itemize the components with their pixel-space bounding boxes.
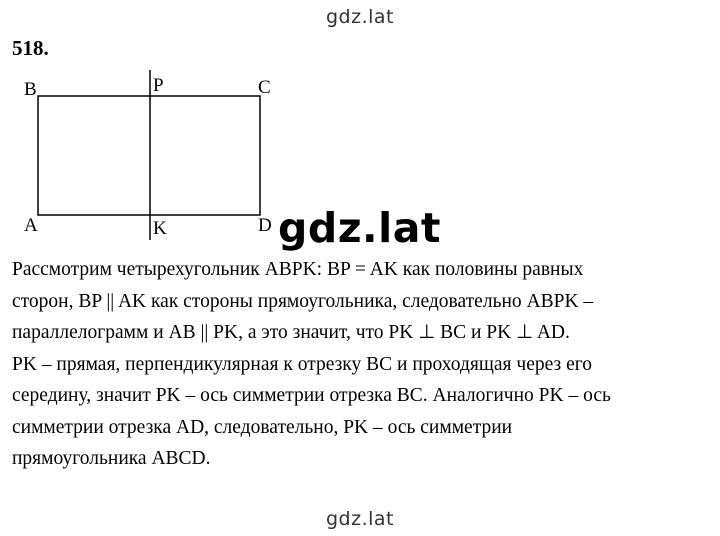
vertex-label-p: P: [153, 75, 164, 96]
solution-text: [12, 254, 712, 475]
vertex-label-a: A: [24, 215, 38, 236]
vertex-label-c: C: [258, 77, 271, 98]
solution-line: параллелограмм и AB || PK, а это значит, что PK ⊥ BC и PK ⊥ AD.: [12, 322, 570, 343]
watermark-center: gdz.lat: [278, 204, 441, 252]
vertex-label-d: D: [258, 215, 272, 236]
solution-line: прямоугольника ABCD.: [12, 448, 211, 469]
watermark-top: gdz.lat: [325, 6, 394, 28]
vertex-label-k: K: [153, 218, 167, 239]
rectangle-abcd: [38, 96, 260, 215]
solution-line: сторон, BP || AK как стороны прямоугольника, следовательно ABPK –: [12, 290, 594, 312]
solution-line: PK – прямая, перпендикулярная к отрезку BC и проходящая через его: [12, 353, 592, 375]
solution-line: Рассмотрим четырехугольник ABPK: BP = AK как половины равных: [12, 259, 584, 280]
task-number: 518.: [12, 36, 49, 60]
solution-line: симметрии отрезка AD, следовательно, PK – ось симметрии: [12, 416, 513, 438]
vertex-label-b: B: [24, 79, 37, 100]
watermark-bottom: gdz.lat: [325, 508, 394, 530]
solution-line: середину, значит PK – ось симметрии отрезка BC. Аналогично PK – ось: [12, 385, 611, 406]
